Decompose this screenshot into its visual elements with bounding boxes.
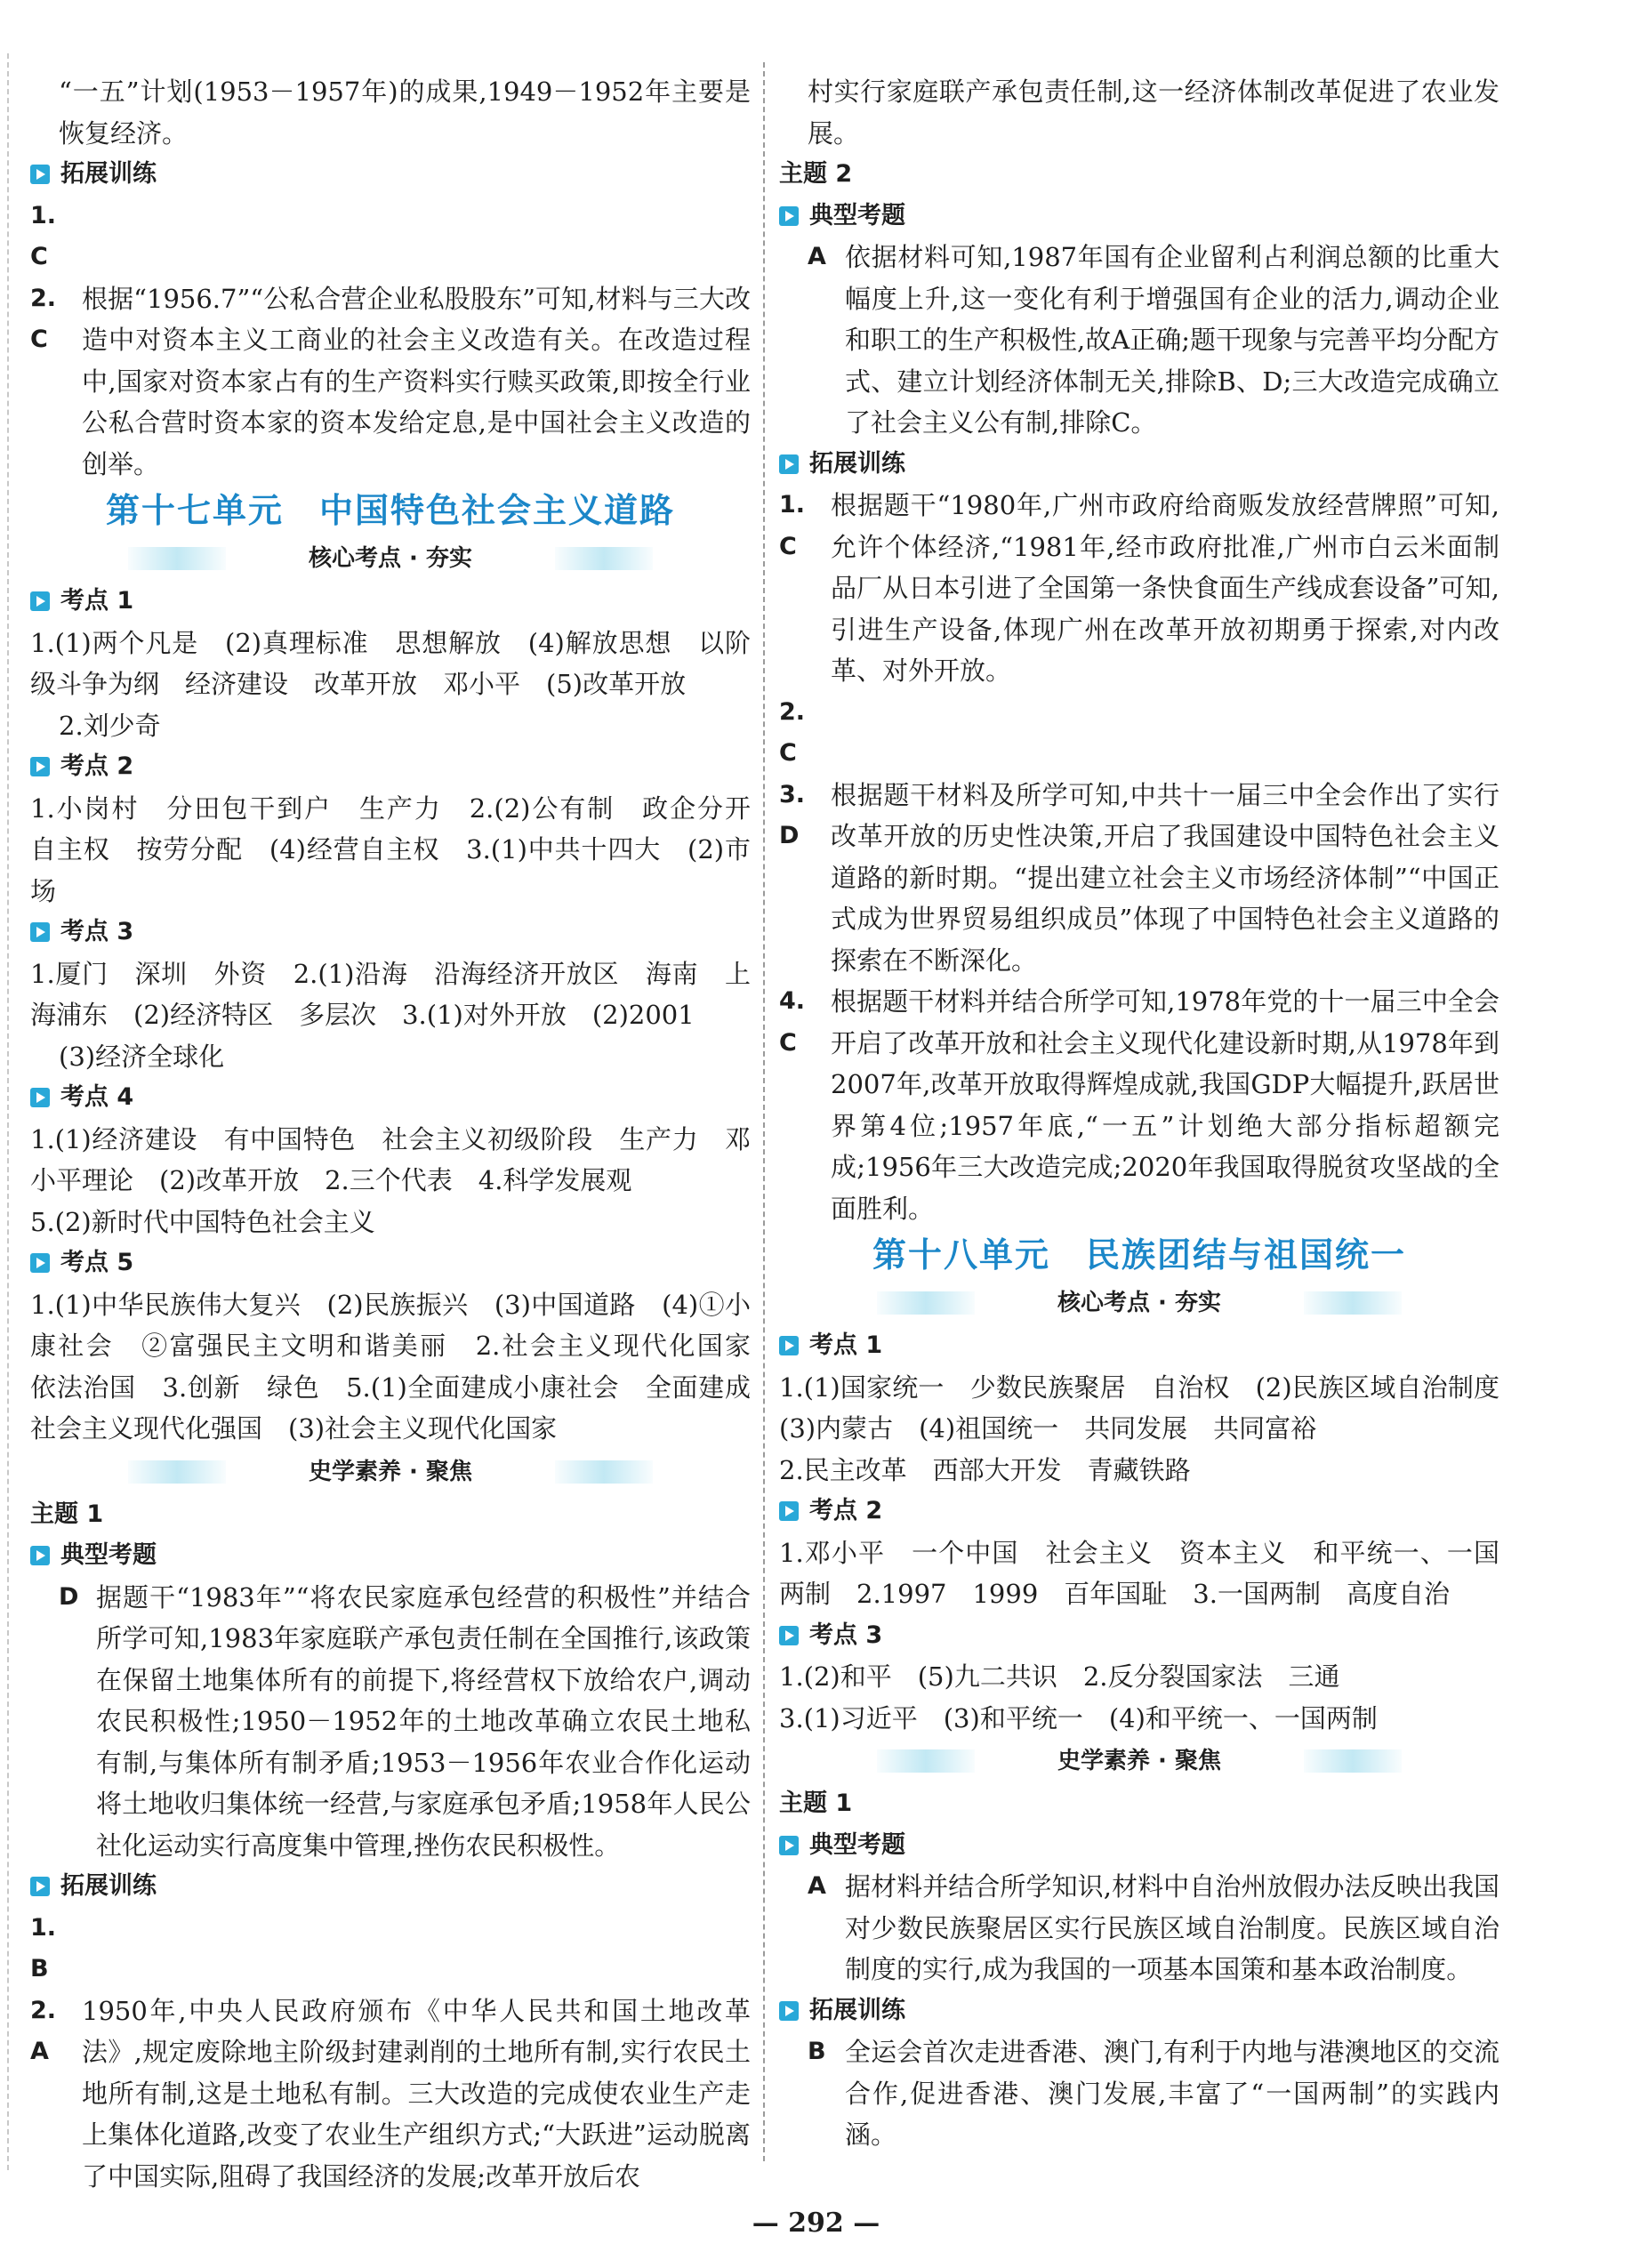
section-title: 典型考题 bbox=[60, 1541, 157, 1569]
answer-item bbox=[779, 485, 1499, 692]
section-key-point bbox=[30, 581, 751, 623]
answer-letter: D bbox=[59, 1582, 79, 1611]
column-divider bbox=[763, 62, 765, 2161]
key-point-answers: 1.(1)中华民族伟大复兴 (2)民族振兴 (3)中国道路 (4)①小康社会 ②富强民主文明和谐美丽 2.社会主义现代化国家 依法治国 3.创新 绿色 5.(1)全面建成小康社会 全面建成社会主义现代化强国 (3)社会主义现代化国家 bbox=[30, 1289, 777, 1444]
key-point-answers: 2.民主改革 西部大开发 青藏铁路 bbox=[779, 1454, 1191, 1485]
answer-number: 1. C bbox=[30, 201, 57, 270]
section-title: 拓展训练 bbox=[60, 160, 157, 188]
answer-item bbox=[779, 2031, 1499, 2156]
section-typical-question bbox=[779, 1825, 1499, 1867]
key-point-answers: 1.(2)和平 (5)九二共识 2.反分裂国家法 三通 bbox=[779, 1661, 1340, 1692]
theme-heading: 主题 1 bbox=[779, 1789, 853, 1817]
section-key-point bbox=[30, 1077, 751, 1119]
theme-heading: 主题 2 bbox=[779, 160, 853, 188]
play-triangle-icon bbox=[30, 757, 50, 776]
unit-title: 第十七单元 中国特色社会主义道路 bbox=[105, 490, 675, 530]
section-typical-question bbox=[30, 1535, 751, 1577]
answer-letter: B bbox=[808, 2038, 826, 2065]
play-triangle-icon bbox=[779, 454, 799, 474]
answer-letter: A bbox=[808, 1872, 826, 1900]
section-title: 考点 1 bbox=[60, 587, 134, 615]
band-label: 史学素养 · 聚焦 bbox=[1057, 1748, 1221, 1774]
continuation-paragraph: 村实行家庭联产承包责任制,这一经济体制改革促进了农业发展。 bbox=[808, 76, 1499, 149]
answer-number: 3. D bbox=[779, 780, 806, 849]
key-point-answers: 3.(1)习近平 (3)和平统一 (4)和平统一、一国两制 bbox=[779, 1702, 1378, 1733]
play-triangle-icon bbox=[779, 1626, 799, 1645]
answer-explanation: 据题干“1983年”“将农民家庭承包经营的积极性”并结合所学可知,1983年家庭联产承包责任制在全国推行,该政策在保留土地集体所有的前提下,将经营权下放给农户,调动农民积极性;1950－1952年的土地改革确立农民土地私有制,与集体所有制矛盾;1953－1956年农业合作化运动将土地收归集体统一经营,与家庭承包矛盾;1958年人民公社化运动实行高度集中管理,挫伤农民积极性。 bbox=[96, 1581, 751, 1861]
section-title: 考点 1 bbox=[809, 1331, 883, 1359]
answer-explanation: 依据材料可知,1987年国有企业留利占利润总额的比重大幅度上升,这一变化有利于增强国有企业的活力,调动企业和职工的生产积极性,故A正确;题干现象与完善平均分配方式、建立计划经济体制无关,排除B、D;三大改造完成确立了社会主义公有制,排除C。 bbox=[845, 242, 1499, 438]
answer-number: 1. C bbox=[779, 491, 806, 560]
answer-letter: A bbox=[808, 243, 826, 270]
page-number: — 292 — bbox=[752, 2208, 880, 2239]
answer-number: 2. A bbox=[30, 1996, 57, 2065]
section-title: 考点 3 bbox=[60, 918, 134, 945]
answer-item bbox=[779, 775, 1499, 982]
answer-item bbox=[30, 1991, 751, 2198]
key-point-answers: 1.(1)国家统一 少数民族聚居 自治权 (2)民族区域自治制度 (3)内蒙古 (4)祖国统一 共同发展 共同富裕 bbox=[779, 1371, 1526, 1444]
play-triangle-icon bbox=[779, 1836, 799, 1855]
answer-item bbox=[779, 1866, 1499, 1991]
answer-item bbox=[30, 278, 751, 486]
answer-explanation: 根据题干材料及所学可知,中共十一届三中全会作出了实行改革开放的历史性决策,开启了我国建设中国特色社会主义道路的新时期。“提出建立社会主义市场经济体制”“中国正式成为世界贸易组织成员”体现了中国特色社会主义道路的探索在不断深化。 bbox=[831, 779, 1499, 976]
unit-title: 第十八单元 民族团结与祖国统一 bbox=[872, 1235, 1406, 1275]
section-title: 典型考题 bbox=[809, 1830, 905, 1859]
section-extension-training bbox=[779, 444, 1499, 486]
section-band bbox=[30, 536, 751, 581]
play-triangle-icon bbox=[30, 1877, 50, 1896]
band-label: 核心考点 · 夯实 bbox=[309, 545, 472, 572]
section-band bbox=[779, 1739, 1499, 1783]
answer-item bbox=[779, 981, 1499, 1229]
play-triangle-icon bbox=[30, 1088, 50, 1107]
answer-number: 2. C bbox=[779, 697, 806, 767]
answer-item bbox=[779, 692, 1499, 775]
section-title: 考点 5 bbox=[60, 1249, 134, 1276]
play-triangle-icon bbox=[779, 1336, 799, 1355]
right-column bbox=[779, 71, 1526, 2156]
key-point-answers: 1.(1)两个凡是 (2)真理标准 思想解放 (4)解放思想 以阶级斗争为纲 经济建设 改革开放 邓小平 (5)改革开放 bbox=[30, 627, 751, 699]
answer-item bbox=[30, 1908, 751, 1991]
answer-explanation: 根据题干“1980年,广州市政府给商贩发放经营牌照”可知,允许个体经济,“1981年,经市政府批准,广州市白云米面制品厂从日本引进了全国第一条快食面生产线成套设备”可知,引进生产设备,体现广州在改革开放初期勇于探索,对内改革、对外开放。 bbox=[831, 490, 1499, 686]
binding-margin-line bbox=[7, 53, 9, 2170]
key-point-answers: (3)经济全球化 bbox=[59, 1041, 225, 1072]
key-point-answers: 2.刘少奇 bbox=[59, 710, 161, 741]
key-point-answers: 1.厦门 深圳 外资 2.(1)沿海 沿海经济开放区 海南 上海浦东 (2)经济特区 多层次 3.(1)对外开放 (2)2001 bbox=[30, 958, 751, 1030]
section-key-point bbox=[30, 746, 751, 788]
section-extension-training bbox=[30, 1866, 751, 1908]
section-band bbox=[779, 1281, 1499, 1325]
band-label: 核心考点 · 夯实 bbox=[1057, 1290, 1221, 1316]
answer-number: 2. C bbox=[30, 284, 57, 353]
answer-number: 4. C bbox=[779, 987, 806, 1057]
answer-number: 1. B bbox=[30, 1913, 57, 1982]
section-key-point bbox=[779, 1615, 1499, 1657]
section-title: 考点 4 bbox=[60, 1083, 134, 1111]
play-triangle-icon bbox=[779, 2001, 799, 2021]
theme-heading: 主题 1 bbox=[30, 1500, 104, 1528]
key-point-answers: 1.小岗村 分田包干到户 生产力 2.(2)公有制 政企分开 自主权 按劳分配 (4)经营自主权 3.(1)中共十四大 (2)市场 bbox=[30, 792, 777, 906]
section-key-point bbox=[779, 1325, 1499, 1367]
key-point-answers: 1.(1)经济建设 有中国特色 社会主义初级阶段 生产力 邓小平理论 (2)改革开放 2.三个代表 4.科学发展观 bbox=[30, 1123, 751, 1195]
answer-explanation: 全运会首次走进香港、澳门,有利于内地与港澳地区的交流合作,促进香港、澳门发展,丰富了“一国两制”的实践内涵。 bbox=[845, 2037, 1499, 2150]
play-triangle-icon bbox=[30, 165, 50, 184]
play-triangle-icon bbox=[30, 1546, 50, 1565]
intro-paragraph: “一五”计划(1953－1957年)的成果,1949－1952年主要是恢复经济。 bbox=[59, 76, 751, 149]
section-title: 考点 2 bbox=[60, 752, 134, 780]
section-key-point bbox=[30, 912, 751, 953]
section-title: 典型考题 bbox=[809, 201, 905, 229]
section-title: 拓展训练 bbox=[60, 1872, 157, 1900]
key-point-answers: 1.邓小平 一个中国 社会主义 资本主义 和平统一、一国两制 2.1997 1999 百年国耻 3.一国两制 高度自治 bbox=[779, 1537, 1499, 1609]
band-label: 史学素养 · 聚焦 bbox=[309, 1458, 472, 1485]
section-title: 考点 3 bbox=[809, 1621, 883, 1649]
answer-item bbox=[30, 1577, 751, 1867]
answer-explanation: 根据“1956.7”“公私合营企业私股股东”可知,材料与三大改造中对资本主义工商业的社会主义改造有关。在改造过程中,国家对资本家占有的生产资料实行赎买政策,即按全行业公私合营时资本家的资本发给定息,是中国社会主义改造的创举。 bbox=[82, 283, 751, 479]
play-triangle-icon bbox=[30, 591, 50, 611]
section-title: 拓展训练 bbox=[809, 449, 905, 478]
answer-item bbox=[779, 237, 1499, 444]
section-typical-question bbox=[779, 196, 1499, 237]
section-title: 考点 2 bbox=[809, 1497, 883, 1524]
section-extension-training bbox=[779, 1991, 1499, 2032]
section-extension-training bbox=[30, 154, 751, 196]
answer-item bbox=[30, 196, 751, 278]
section-key-point bbox=[30, 1243, 751, 1284]
section-title: 拓展训练 bbox=[809, 1996, 905, 2024]
key-point-answers: 5.(2)新时代中国特色社会主义 bbox=[30, 1206, 375, 1237]
play-triangle-icon bbox=[30, 1253, 50, 1273]
answer-explanation: 1950年,中央人民政府颁布《中华人民共和国土地改革法》,规定废除地主阶级封建剥削的土地所有制,实行农民土地所有制,这是土地私有制。三大改造的完成使农业生产走上集体化道路,改变了农业生产组织方式;“大跃进”运动脱离了中国实际,阻碍了我国经济的发展;改革开放后农 bbox=[82, 1995, 751, 2192]
section-key-point bbox=[779, 1491, 1499, 1532]
play-triangle-icon bbox=[779, 1501, 799, 1521]
answer-explanation: 据材料并结合所学知识,材料中自治州放假办法反映出我国对少数民族聚居区实行民族区域自治制度。民族区域自治制度的实行,成为我国的一项基本国策和基本政治制度。 bbox=[845, 1871, 1499, 1984]
answer-explanation: 根据题干材料并结合所学可知,1978年党的十一届三中全会开启了改革开放和社会主义现代化建设新时期,从1978年到2007年,改革开放取得辉煌成就,我国GDP大幅提升,跃居世界第4位;1957年底,“一五”计划绝大部分指标超额完成;1956年三大改造完成;2020年我国取得脱贫攻坚战的全面胜利。 bbox=[831, 986, 1499, 1224]
section-band bbox=[30, 1450, 751, 1494]
play-triangle-icon bbox=[779, 206, 799, 226]
left-column bbox=[30, 71, 777, 2197]
play-triangle-icon bbox=[30, 922, 50, 942]
